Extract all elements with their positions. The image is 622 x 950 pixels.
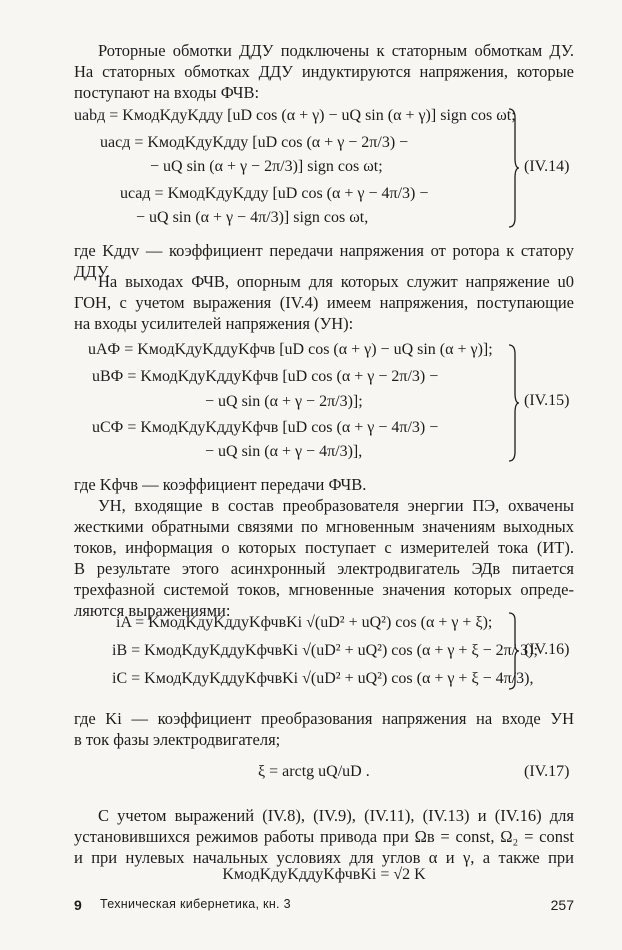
text-line: С учетом выражений (IV.8), (IV.9), (IV.11), (IV.13) и (IV.16) для	[98, 806, 574, 825]
equation-line: ξ = arctg uQ/uD .	[258, 763, 370, 780]
paragraph-4	[74, 474, 574, 621]
equation-line: − uQ sin (α + γ − 4π/3)] sign cos ωt,	[136, 209, 369, 226]
text-line: где Kддv — коэффициент передачи напряжения от ротора к статору	[74, 241, 574, 260]
text-line: На выходах ФЧВ, опорным для которых служит напряжение u0	[98, 272, 574, 291]
equation-number: (IV.15)	[524, 392, 570, 409]
paragraph-1	[74, 40, 574, 103]
paragraph-5	[74, 708, 574, 750]
equation-line: iB = KмодKдуKддуKфчвKi √(uD² + uQ²) cos (α + γ + ξ − 2π/ 3);	[112, 642, 538, 659]
page-number: 257	[550, 897, 574, 913]
text-line: поступают на входы ФЧВ:	[74, 83, 260, 102]
paragraph-3	[74, 271, 574, 334]
right-brace	[508, 612, 520, 690]
text-line: В результате этого асинхронный электродвигатель ЭДв питается	[74, 559, 574, 578]
text-line: установившихся режимов работы привода при Ωв = const, Ω₂ = const	[74, 827, 574, 846]
equation-line: uасд = KмодKдуKдду [uD cos (α + γ − 2π/3) −	[100, 134, 409, 151]
text-line: ГОН, с учетом выражения (IV.4) имеем напряжения, поступающие	[74, 293, 574, 312]
equation-line: − uQ sin (α + γ − 2π/3)] sign cos ωt;	[150, 158, 383, 175]
text-line: токов, информация о которых поступает с измерителей тока (ИТ).	[74, 538, 574, 557]
signature-mark: 9	[74, 897, 82, 913]
equation-line: iA = KмодKдуKддуKфчвKi √(uD² + uQ²) cos (α + γ + ξ);	[116, 614, 493, 631]
equation-line: − uQ sin (α + γ − 2π/3)];	[205, 393, 363, 410]
equation-number: (IV.16)	[524, 641, 570, 658]
equation-number: (IV.14)	[524, 158, 570, 175]
text-line: в ток фазы электродвигателя;	[74, 730, 281, 749]
right-brace	[508, 344, 520, 462]
equation-line: iC = KмодKдуKддуKфчвKi √(uD² + uQ²) cos (α + γ + ξ − 4π/3),	[112, 670, 534, 687]
text-line: ДДУ.	[74, 262, 110, 281]
paragraph-6	[74, 805, 574, 868]
equation-line: uAФ = KмодKдуKддуKфчв [uD cos (α + γ) − uQ sin (α + γ)];	[88, 341, 493, 358]
text-line: где Kфчв — коэффициент передачи ФЧВ.	[74, 475, 367, 494]
text-line: Роторные обмотки ДДУ подключены к статорным обмоткам ДУ.	[98, 41, 574, 60]
text-line: на входы усилителей напряжения (УН):	[74, 314, 354, 333]
text-line: жесткими обратными связями по мгновенным значениям выходных	[74, 517, 574, 536]
equation-line: uсад = KмодKдуKдду [uD cos (α + γ − 4π/3) −	[120, 185, 429, 202]
text-line: УН, входящие в состав преобразователя энергии ПЭ, охвачены	[98, 496, 574, 515]
equation-line: − uQ sin (α + γ − 4π/3)],	[205, 443, 363, 460]
book-title: Техническая кибернетика, кн. 3	[100, 897, 291, 911]
text-line: На статорных обмотках ДДУ индуктируются напряжения, которые	[74, 62, 574, 81]
text-line: и при нулевых начальных условиях для углов α и γ, а также при	[74, 848, 574, 867]
equation-number: (IV.17)	[524, 763, 570, 780]
equation-final: KмодKдуKддуKфчвKi = √2 K	[222, 866, 426, 883]
equation-line: uBФ = KмодKдуKддуKфчв [uD cos (α + γ − 2π/3) −	[92, 368, 439, 385]
text-line: ляются выражениями:	[74, 601, 231, 620]
equation-line: uabд = KмодKдуKдду [uD cos (α + γ) − uQ sin (α + γ)] sign cos ωt;	[74, 107, 516, 124]
right-brace	[508, 108, 520, 228]
text-line: трехфазной системой токов, мгновенные значения которых опреде-	[74, 580, 574, 599]
equation-line: uCФ = KмодKдуKддуKфчв [uD cos (α + γ − 4π/3) −	[92, 419, 439, 436]
text-line: где Ki — коэффициент преобразования напряжения на входе УН	[74, 709, 574, 728]
